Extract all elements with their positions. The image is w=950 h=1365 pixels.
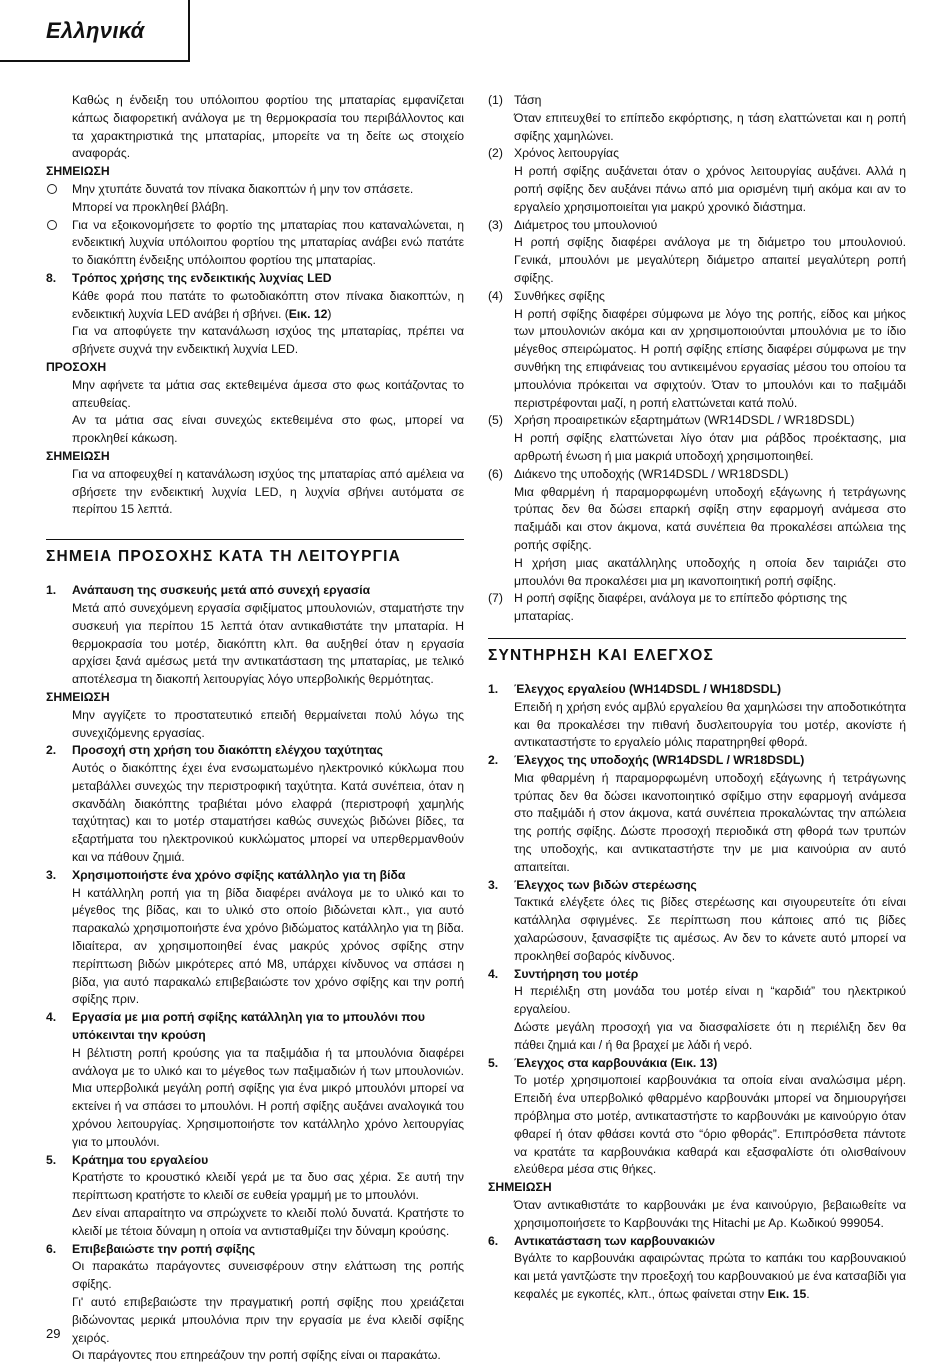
caution-label: ΠΡΟΣΟΧΗ — [46, 359, 107, 374]
paragraph: Οι παρακάτω παράγοντες συνεισφέρουν στην ελάττωση της ροπής σφίξης. — [72, 1259, 464, 1292]
paragraph: Το μοτέρ χρησιμοποιεί καρβουνάκια τα οποία είναι αναλώσιμα μέρη. Επειδή ένα υπερβολικό φθαρμένο καρβουνάκι μπορεί να δημιουργήσει πρόβλημα στο μοτέρ, αντικαταστήστε το καρβουνάκι με καινούργιο όταν φθαρεί ή όταν φθάσει κοντά στο “όριο φθοράς”. Επιπρόσθετα πάντοτε να κρατάτε τα καρβουνάκια καθαρά και εξασφαλίστε ότι ολισθαίνουν ελεύθερα μέσα στις θήκες. — [514, 1073, 906, 1177]
paragraph: Για να αποφευχθεί η κατανάλωση ισχύος της μπαταρίας από αμέλεια να σβήσετε την ενδεικτική λυχνία LED, η λυχνία σβήνει αυτόματα σε περίπου 15 λεπτά. — [72, 466, 464, 517]
factor-title: (1) Τάση — [488, 93, 542, 107]
paragraph: Κρατήστε το κρουστικό κλειδί γερά με τα δυο σας χέρια. Σε αυτή την περίπτωση κρατήστε το κλειδί σε ευθεία γραμμή με το μπουλόνι. — [72, 1170, 464, 1203]
factor-title: (3) Διάμετρος του μπουλονιού — [488, 217, 658, 232]
paragraph: Για να αποφύγετε την κατανάλωση ισχύος της μπαταρίας, πρέπει να σβήνετε συχνά την ενδεικτική λυχνία LED. — [72, 324, 464, 357]
figure-ref: Εικ. 12 — [288, 306, 328, 321]
factor-title: (7) Η ροπή σφίξης διαφέρει, ανάλογα με το επίπεδο φόρτισης της μπαταρίας. — [488, 591, 848, 624]
paragraph: Η βέλτιστη ροπή κρούσης για τα παξιμάδια ή τα μπουλόνια διαφέρει ανάλογα με το υλικό και το μέγεθος των παξιμαδιών ή των μπουλονιών. Μια υπερβολικά μεγάλη ροπή σφίξης για ένα μικρό μπουλόνι μπορεί να εκτείνει ή να σπάσει το μπουλόνι. Η ροπή σφίξης αυξάνει αναλογικά του χρόνου λειτουργίας. Χρησιμοποιήστε τον κατάλληλο χρόνο λειτουργίας για το μπουλόνι. — [72, 1045, 464, 1149]
language-label: Ελληνικά — [46, 18, 145, 43]
section-heading: ΣΗΜΕΙΑ ΠΡΟΣΟΧΗΣ ΚΑΤΑ ΤΗ ΛΕΙΤΟΥΡΓΙΑ — [46, 539, 464, 574]
subheading: 6. Αντικατάσταση των καρβουνακιών — [488, 1233, 716, 1248]
note-label: ΣΗΜΕΙΩΣΗ — [46, 689, 110, 704]
bullet-item: Για να εξοικονομήσετε το φορτίο της μπαταρίας που καταναλώνεται, η ενδεικτική λυχνία υπόλοιπου φορτίου της μπαταρίας ανάβει ενώ πατάτε το διακόπτη ένδειξης υπόλοιπου φορτίου της μπαταρίας. — [46, 217, 464, 270]
subheading: 1. Ανάπαυση της συσκευής μετά από συνεχή εργασία — [46, 583, 371, 598]
paragraph: Όταν επιτευχθεί το επίπεδο εκφόρτισης, η τάση ελαττώνεται και η ροπή σφίξης χαμηλώνει. — [514, 110, 906, 143]
paragraph: Όταν αντικαθιστάτε το καρβουνάκι με ένα καινούργιο, βεβαιωθείτε να χρησιμοποιήσετε το Καρβουνάκι της Hitachi με Αρ. Κωδικού 999054. — [514, 1198, 906, 1230]
subheading: 2. Έλεγχος της υποδοχής (WR14DSDL / WR18DSDL) — [488, 753, 805, 768]
paragraph: Μετά από συνεχόμενη εργασία σφιξίματος μπουλονιών, σταματήστε την συσκευή για περίπου 15 λεπτά όταν αντικαθιστάτε την μπαταρία. Η θερμοκρασία του μοτέρ, διακόπτη κλπ. θα αυξηθεί όταν η εργασία αρχίσει ξανά αμέσως μετά την αντικατάσταση της μπαταρίας, με τελικό αποτέλεσμα τη διακοπή λειτουργίας λόγο υπερβολικής θερμότητας. — [72, 600, 464, 687]
circle-bullet-icon — [47, 184, 57, 194]
subheading: 8. Τρόπος χρήσης της ενδεικτικής λυχνίας LED — [46, 270, 332, 285]
subheading: 4. Εργασία με μια ροπή σφίξης κατάλληλη για το μπουλόνι που υπόκεινται την κρούση — [46, 1010, 425, 1043]
paragraph: Η ροπή σφίξης αυξάνεται όταν ο χρόνος λειτουργίας αυξάνει. Αλλά η ροπή σφίξης δεν αυξάνει πάνω από μια ορισμένη τιμή ακόμα και αν το εργαλείο χρησιμοποιείται για μακρύ χρονικό διάστημα. — [514, 164, 906, 214]
subheading: 5. Έλεγχος στα καρβουνάκια (Εικ. 13) — [488, 1055, 718, 1070]
bullet-item: Μην χτυπάτε δυνατά τον πίνακα διακοπτών ή μην τον σπάσετε. Μπορεί να προκληθεί βλάβη. — [46, 181, 464, 217]
right-column — [488, 92, 906, 1304]
paragraph: Μην αγγίζετε το προστατευτικό επειδή θερμαίνεται πολύ λόγω της συνεχιζόμενης εργασίας. — [72, 707, 464, 740]
note-label: ΣΗΜΕΙΩΣΗ — [46, 448, 110, 463]
paragraph: Δώστε μεγάλη προσοχή για να διασφαλίσετε ότι η περιέλιξη δεν θα πάθει ζημιά και / ή θα βραχεί με λάδι ή νερό. — [514, 1020, 906, 1052]
paragraph: Βγάλτε το καρβουνάκι αφαιρώντας πρώτα το καπάκι του καρβουνακιού και μετά γαντζώστε την προεξοχή του καρβουνακιού με ένα κατσαβίδι για κεφαλές με εγκοπές, κλπ., όπως φαίνεται στην Εικ. 15. — [514, 1251, 906, 1301]
factor-title: (5) Χρήση προαιρετικών εξαρτημάτων (WR14DSDL / WR18DSDL) — [488, 413, 855, 428]
paragraph: Η χρήση μιας ακατάλληλης υποδοχής η οποία δεν ταιριάζει στο μπουλόνι θα προκαλέσει μια μη ικανοποιητική ροπή σφίξης. — [514, 555, 906, 588]
page-number: 29 — [46, 1326, 61, 1341]
paragraph: Κάθε φορά που πατάτε το φωτοδιακόπτη στον πίνακα διακοπτών, η ενδεικτική λυχνία LED ανάβει ή σβήνει. (Εικ. 12) — [72, 288, 464, 321]
paragraph: Η ροπή σφίξης ελαττώνεται λίγο όταν μια ράβδος προέκτασης, μια αρθρωτή ένωση ή μια μακριά υποδοχή χρησιμοποιηθεί. — [514, 431, 906, 463]
subheading: 1. Έλεγχος εργαλείου (WH14DSDL / WH18DSDL) — [488, 681, 782, 696]
subheading: 6. Επιβεβαιώστε την ροπή σφίξης — [46, 1241, 256, 1256]
subheading: 3. Έλεγχος των βιδών στερέωσης — [488, 877, 697, 892]
note-label: ΣΗΜΕΙΩΣΗ — [46, 164, 110, 179]
paragraph: Μην αφήνετε τα μάτια σας εκτεθειμένα άμεσα στο φως κοιτάζοντας το απευθείας. — [72, 377, 464, 410]
subheading: 5. Κράτημα του εργαλείου — [46, 1152, 209, 1167]
paragraph: Αυτός ο διακόπτης έχει ένα ενσωματωμένο ηλεκτρονικό κύκλωμα που μεταβάλλει συνεχώς την περιστροφική ταχύτητα. Κατά συνέπεια, όταν η σκανδάλη διακόπτης τραβιέται μόνο ελαφρά (περιστροφή χαμηλής ταχύτητας) και το μοτέρ σταματήσει καθώς συνεχώς βιδώνει βίδες, τα εξαρτήματα του ηλεκτρονικού κυκλώματος μπορεί να υπερθερμανθούν και να πάθουν ζημιά. — [72, 761, 464, 865]
subheading: 3. Χρησιμοποιήστε ένα χρόνο σφίξης κατάλληλο για τη βίδα — [46, 867, 406, 882]
paragraph: Η ροπή σφίξης διαφέρει ανάλογα με τη διάμετρο του μπουλονιού. Γενικά, μπουλόνι με μεγαλύτερη διάμετρο απαιτεί μεγαλύτερη ροπή σφίξης. — [514, 235, 906, 285]
paragraph: Τακτικά ελέγξετε όλες τις βίδες στερέωσης και σιγουρευτείτε ότι είναι κατάλληλα σφιγμένες. Σε περίπτωση που κάποιες από τις βίδες χαλαρώσουν, ξανασφίξτε τις αμέσως. Αν δεν το κάνετε αυτό μπορεί να προκληθεί σοβαρός κίνδυνος. — [514, 895, 906, 963]
subheading: 2. Προσοχή στη χρήση του διακόπτη ελέγχου ταχύτητας — [46, 743, 383, 758]
paragraph: Γι' αυτό επιβεβαιώστε την πραγματική ροπή σφίξης που χρειάζεται βιδώνοντας μερικά μπουλόνια πριν την εργασία με ένα κλειδί σφίξης χειρός. — [72, 1295, 464, 1345]
paragraph: Αν τα μάτια σας είναι συνεχώς εκτεθειμένα στο φως, μπορεί να προκληθεί κάκωση. — [72, 413, 464, 446]
paragraph: Δεν είναι απαραίτητο να σπρώχνετε το κλειδί πολύ δυνατά. Κρατήστε το κλειδί με τέτοια δύναμη η οποία να αντισταθμίζει την δύναμη κρούσης. — [72, 1206, 464, 1238]
paragraph: Η κατάλληλη ροπή για τη βίδα διαφέρει ανάλογα με το υλικό και το μέγεθος της βίδας, και το υλικό στο οποίο βιδώνεται κλπ., για αυτό παρακαλώ χρησιμοποιήστε ένα χρόνο βιδώματος κατάλληλο για τη βίδα. Ιδιαίτερα, αν χρησιμοποιηθεί ένας μακρύς χρόνος σφίξης στην περίπτωση βιδών μικρότερες από Μ8, υπάρχει κίνδυνος να σπάσει η βίδα, για αυτό παρακαλώ επιβεβαιώστε τον χρόνο σφίξης και την ροπή σφίξης πριν. — [72, 885, 464, 1007]
paragraph: Η περιέλιξη στη μονάδα του μοτέρ είναι η “καρδιά” του ηλεκτρικού εργαλείου. — [514, 984, 906, 1017]
subheading: 4. Συντήρηση του μοτέρ — [488, 966, 639, 981]
note-label: ΣΗΜΕΙΩΣΗ — [488, 1180, 552, 1195]
paragraph: Οι παράγοντες που επηρεάζουν την ροπή σφίξης είναι οι παρακάτω. — [72, 1348, 441, 1363]
paragraph: Μια φθαρμένη ή παραμορφωμένη υποδοχή εξάγωνης ή τετράγωνης τρύπας δεν θα δώσει ικανοποιητικό σφίξιμο στην εφαρμογή ανάμεσα στο παξιμάδι ή στον άκμονα, κατά συνέπεια προκαλώντας την απώλεια της ροπής σφίξης. Δώστε προσοχή περιοδικά στη φθορά των τρυπών της υποδοχής, και αντικαταστήστε την με μια καινούρια αν αυτό απαιτείται. — [514, 770, 906, 874]
factor-title: (2) Χρόνος λειτουργίας — [488, 146, 619, 161]
circle-bullet-icon — [47, 220, 57, 230]
factor-title: (4) Συνθήκες σφίξης — [488, 288, 605, 303]
intro-text: Καθώς η ένδειξη του υπόλοιπου φορτίου της μπαταρίας εμφανίζεται κάπως διαφορετική ανάλογα με τη θερμοκρασία του περιβάλλοντος και τα χαρακτηριστικά της μπαταρίας, μπορείτε να τη δείτε ως στοιχείο αναφοράς. — [72, 93, 464, 161]
language-tab — [0, 0, 190, 62]
left-column — [46, 92, 464, 1365]
paragraph: Επειδή η χρήση ενός αμβλύ εργαλείου θα χαμηλώσει την αποδοτικότητα και θα προκαλέσει την πιθανή δυσλειτουργία του μοτέρ, ακονίστε ή αντικαταστήστε το εργαλείο μόλις παρατηρηθεί φθορά. — [514, 699, 906, 750]
paragraph: Η ροπή σφίξης διαφέρει σύμφωνα με λόγο της ροπής, είδος και μήκος των μπουλονιών ακόμα και αν χρησιμοποιούνται μπουλόνια με το ίδιο μέγεθος σπειρώματος. Η ροπή σφίξης επίσης διαφέρει σύμφωνα με την συνθήκη της επιφάνειας του αντικειμένου εργασίας μέσου του οποίου τα μπουλόνια πρόκειται να σφιχτούν. Όταν το μπουλόνι και το παξιμάδι περιστρέφονται μαζί, η ροπή ελαττώνεται κατά πολύ. — [514, 306, 906, 410]
factor-title: (6) Διάκενο της υποδοχής (WR14DSDL / WR18DSDL) — [488, 466, 789, 481]
figure-ref: Εικ. 15 — [767, 1287, 807, 1301]
section-heading: ΣΥΝΤΗΡΗΣΗ ΚΑΙ ΕΛΕΓΧΟΣ — [488, 638, 906, 673]
paragraph: Μια φθαρμένη ή παραμορφωμένη υποδοχή εξάγωνης ή τετράγωνης τρύπας δεν θα δώσει επαρκή σφίξη στην εφαρμογή ανάμεσα στο παξιμάδι και στον άκμονα, κατά συνέπεια θα προκαλέσει απώλεια της ροπής σφίξης. — [514, 484, 906, 552]
